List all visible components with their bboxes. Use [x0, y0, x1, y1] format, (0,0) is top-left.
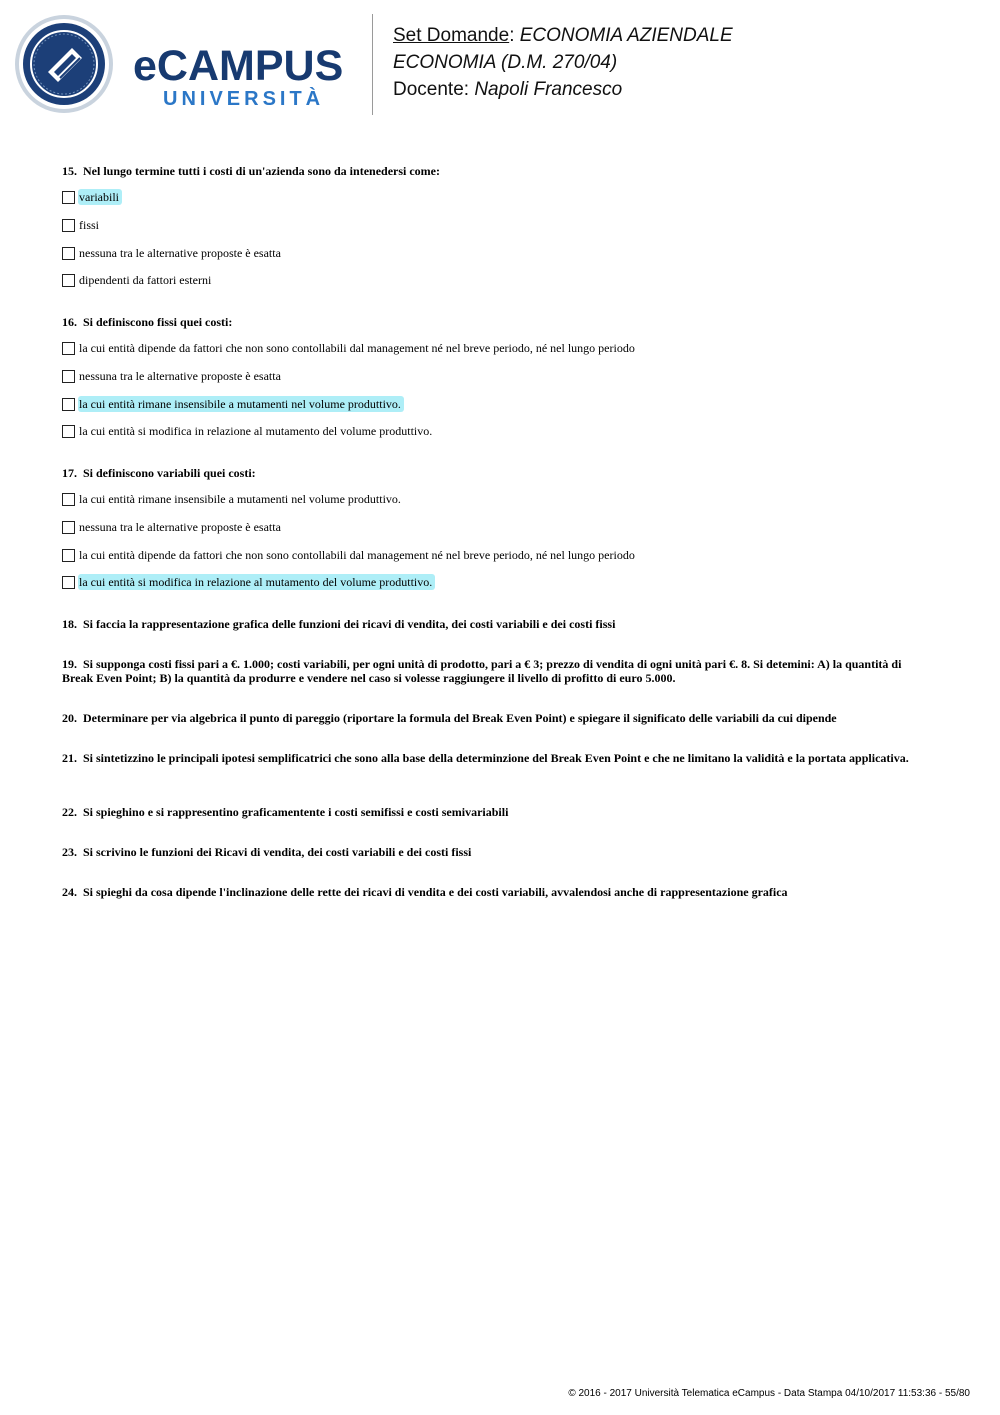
seal-icon: [15, 15, 113, 113]
option-text: fissi: [79, 218, 100, 232]
option[interactable]: [62, 423, 435, 439]
header-divider: [372, 14, 373, 115]
header-line-1: Set Domande: ECONOMIA AZIENDALE: [393, 25, 733, 46]
question-text: Si spieghi da cosa dipende l'inclinazione delle rette dei ricavi di vendita e dei costi variabili, avvalendosi anche di rappresentazione grafica: [83, 885, 788, 899]
option-text: la cui entità si modifica in relazione al mutamento del volume produttivo.: [79, 424, 433, 438]
option-text: nessuna tra le alternative proposte è esatta: [79, 246, 281, 260]
checkbox[interactable]: [62, 191, 75, 204]
question-23: [62, 845, 922, 859]
question-text: Si sintetizzino le principali ipotesi semplificatrici che sono alla base della determinzione del Break Even Point e che ne limitano la validità e la portata applicativa.: [83, 751, 909, 765]
question-number: 15.: [62, 164, 77, 178]
checkbox[interactable]: [62, 549, 75, 562]
checkbox[interactable]: [62, 576, 75, 589]
question-19: [62, 657, 912, 685]
option[interactable]: [62, 340, 638, 356]
teacher-name: Napoli Francesco: [474, 79, 623, 100]
question-24: [62, 885, 922, 899]
question-text: Si spieghino e si rappresentino graficamentente i costi semifissi e costi semivariabili: [83, 805, 509, 819]
question-16: [62, 315, 922, 329]
option[interactable]: [62, 245, 284, 261]
option-text: la cui entità rimane insensibile a mutamenti nel volume produttivo.: [79, 492, 401, 506]
option[interactable]: [62, 396, 404, 412]
question-number: 21.: [62, 751, 77, 765]
course-name: ECONOMIA AZIENDALE: [519, 25, 733, 46]
degree-name: ECONOMIA (D.M. 270/04): [393, 52, 618, 73]
question-22: [62, 805, 922, 819]
question-number: 16.: [62, 315, 77, 329]
checkbox[interactable]: [62, 219, 75, 232]
checkbox[interactable]: [62, 398, 75, 411]
option[interactable]: [62, 368, 284, 384]
checkbox[interactable]: [62, 247, 75, 260]
question-text: Nel lungo termine tutti i costi di un'azienda sono da intenedersi come:: [83, 164, 440, 178]
checkbox[interactable]: [62, 342, 75, 355]
option[interactable]: [62, 547, 638, 563]
question-number: 23.: [62, 845, 77, 859]
question-text: Si faccia la rappresentazione grafica delle funzioni dei ricavi di vendita, dei costi variabili e dei costi fissi: [83, 617, 616, 631]
checkbox[interactable]: [62, 370, 75, 383]
header-line-3: [393, 76, 733, 103]
checkbox[interactable]: [62, 274, 75, 287]
question-number: 24.: [62, 885, 77, 899]
checkbox[interactable]: [62, 521, 75, 534]
option[interactable]: [62, 491, 404, 507]
header-line-2: [393, 49, 733, 76]
question-15: [62, 164, 922, 178]
question-number: 19.: [62, 657, 77, 671]
checkbox[interactable]: [62, 493, 75, 506]
option[interactable]: [62, 272, 214, 288]
question-text: Si definiscono fissi quei costi:: [83, 315, 233, 329]
question-number: 22.: [62, 805, 77, 819]
option-text: variabili: [78, 189, 122, 205]
option-text: la cui entità si modifica in relazione al mutamento del volume produttivo.: [78, 574, 435, 590]
option-text: la cui entità dipende da fattori che non sono contollabili dal management né nel breve periodo, né nel lungo periodo: [79, 341, 635, 355]
question-text: Si definiscono variabili quei costi:: [83, 466, 256, 480]
question-number: 18.: [62, 617, 77, 631]
option-text: nessuna tra le alternative proposte è esatta: [79, 369, 281, 383]
question-text: Si scrivino le funzioni dei Ricavi di vendita, dei costi variabili e dei costi fissi: [83, 845, 472, 859]
question-18: [62, 617, 922, 631]
option[interactable]: [62, 189, 122, 205]
option-text: nessuna tra le alternative proposte è esatta: [79, 520, 281, 534]
option-text: dipendenti da fattori esterni: [79, 273, 212, 287]
option[interactable]: [62, 217, 102, 233]
set-label: Set Domande: [393, 25, 510, 46]
ecampus-logo: [14, 14, 359, 118]
teacher-label: Docente:: [393, 79, 470, 100]
question-20: [62, 711, 922, 725]
question-text: Si supponga costi fissi pari a €. 1.000; costi variabili, per ogni unità di prodotto, pari a € 3; prezzo di vendita di ogni unità pari €. 8. Si detemini: A) la quantità di Break Even Point; B) la quantità da produrre e vendere nel caso si volesse raggiungere il livello di profitto di euro 5.000.: [62, 657, 902, 685]
option[interactable]: [62, 574, 435, 590]
logo-subtext: UNIVERSITÀ: [163, 88, 325, 110]
question-number: 17.: [62, 466, 77, 480]
question-21: [62, 751, 912, 765]
question-17: [62, 466, 922, 480]
header-info: [393, 22, 733, 103]
question-number: 20.: [62, 711, 77, 725]
page-footer: © 2016 - 2017 Università Telematica eCampus - Data Stampa 04/10/2017 11:53:36 - 55/80: [568, 1388, 970, 1399]
checkbox[interactable]: [62, 425, 75, 438]
question-text: Determinare per via algebrica il punto di pareggio (riportare la formula del Break Even Point) e spiegare il significato delle variabili da cui dipende: [83, 711, 837, 725]
option[interactable]: [62, 519, 284, 535]
option-text: la cui entità dipende da fattori che non sono contollabili dal management né nel breve periodo, né nel lungo periodo: [79, 548, 635, 562]
logo-wordmark: eCAMPUS: [133, 42, 344, 90]
option-text: la cui entità rimane insensibile a mutamenti nel volume produttivo.: [78, 396, 404, 412]
